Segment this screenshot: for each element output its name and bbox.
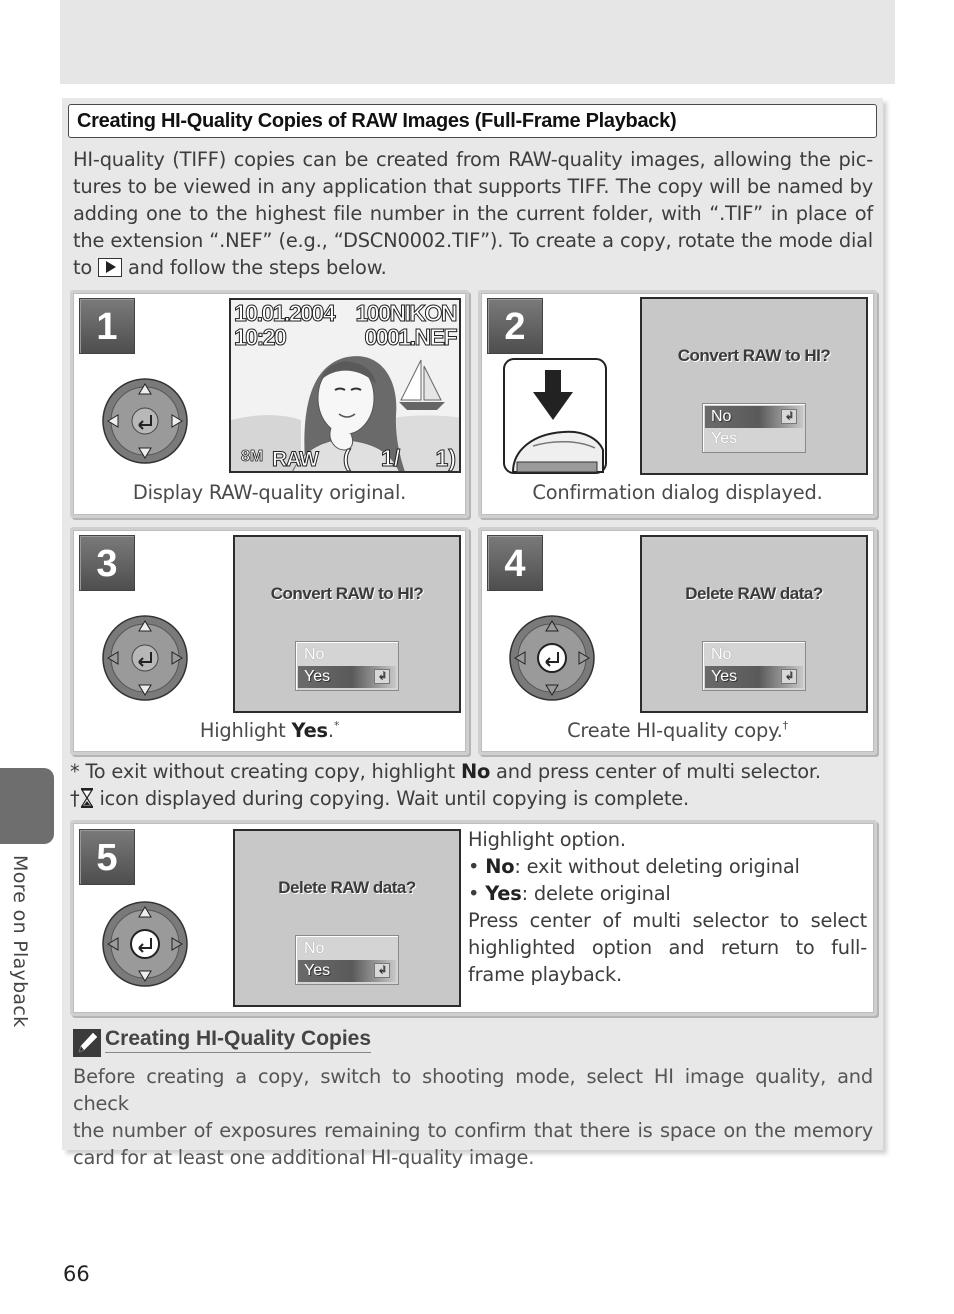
option-yes[interactable] xyxy=(298,960,396,982)
option-no[interactable] xyxy=(298,938,396,960)
option-label: No xyxy=(304,940,325,957)
caption-text: Highlight xyxy=(199,719,292,742)
instruction-line: highlighted option and return to full- xyxy=(468,936,867,959)
bullet-text: : delete original xyxy=(521,882,671,905)
intro-line: adding one to the highest file number in the current folder, with “.TIF” in place of xyxy=(73,202,873,225)
intro-text: and follow the steps below. xyxy=(128,256,387,279)
chapter-label: More on Playback xyxy=(9,855,31,1028)
lcd-filename: 0001.NEF xyxy=(364,324,456,350)
step-number: 3 xyxy=(79,535,135,591)
step-2-caption: Confirmation dialog displayed. xyxy=(532,481,823,504)
note-text: and press center of multi selector. xyxy=(490,760,821,783)
instruction-line: Highlight option. xyxy=(468,828,626,851)
page-number: 66 xyxy=(63,1262,90,1286)
lcd-frame-number: 1/ xyxy=(381,445,401,471)
multi-selector-icon xyxy=(102,901,188,987)
confirm-dialog-screen xyxy=(233,535,461,713)
enter-icon: ↲ xyxy=(781,409,797,424)
option-label: Yes xyxy=(711,668,738,685)
option-label: Yes xyxy=(304,668,331,685)
bullet-yes: • Yes: delete original xyxy=(468,882,671,905)
option-yes[interactable] xyxy=(705,666,803,688)
option-label: Yes xyxy=(711,430,738,447)
step-number: 5 xyxy=(79,829,135,885)
option-no[interactable] xyxy=(705,406,803,428)
instruction-line: Press center of multi selector to select xyxy=(468,909,867,932)
tip-paragraph xyxy=(73,1063,873,1171)
option-no[interactable] xyxy=(705,644,803,666)
note-text: † xyxy=(70,787,80,810)
confirm-dialog-screen xyxy=(640,297,868,475)
option-no[interactable] xyxy=(298,644,396,666)
option-yes[interactable] xyxy=(298,666,396,688)
intro-line: the extension “.NEF” (e.g., “DSCN0002.TIF”). To create a copy, rotate the mode dial xyxy=(73,229,873,252)
bullet-emphasis: Yes xyxy=(485,882,522,905)
bullet-text: : exit without deleting original xyxy=(514,855,800,878)
footnote-mark: † xyxy=(782,719,788,732)
note-text: icon displayed during copying. Wait until copying is complete. xyxy=(93,787,689,810)
dialog-options xyxy=(702,403,806,453)
tip-line: the number of exposures remaining to confirm that there is space on the memory xyxy=(73,1119,873,1142)
option-label: No xyxy=(304,646,325,663)
enter-icon: ↲ xyxy=(781,669,797,684)
step-number: 1 xyxy=(79,298,135,354)
tip-line: Before creating a copy, switch to shooting mode, select HI image quality, and check xyxy=(73,1065,873,1115)
dialog-options xyxy=(702,641,806,691)
lcd-date: 10.01.2004 xyxy=(234,300,335,326)
intro-line: tures to be viewed in any application that supports TIFF. The copy will be named by xyxy=(73,175,873,198)
dialog-title: Convert RAW to HI? xyxy=(270,584,424,603)
caption-text: Create HI-quality copy. xyxy=(567,719,783,742)
bullet-no: • No: exit without deleting original xyxy=(468,855,800,878)
note-emphasis: No xyxy=(460,760,491,783)
lcd-total-value: 1 xyxy=(435,445,449,471)
option-label: No xyxy=(711,408,732,425)
dialog-title: Delete RAW data? xyxy=(278,878,416,897)
section-title: Creating HI-Quality Copies of RAW Images (Full-Frame Playback) xyxy=(77,110,677,132)
delete-dialog-screen xyxy=(640,535,868,713)
dialog-title: Delete RAW data? xyxy=(685,584,823,603)
instruction-line: frame playback. xyxy=(468,963,622,986)
note-text: * To exit without creating copy, highlight xyxy=(70,760,461,783)
lcd-folder: 100NIKON xyxy=(355,300,456,326)
lcd-frame-counter: ( xyxy=(343,445,351,471)
step-4-caption xyxy=(478,719,877,742)
header-band xyxy=(60,0,895,84)
dialog-options xyxy=(295,641,399,691)
option-label: Yes xyxy=(304,962,331,979)
multi-selector-icon xyxy=(102,378,188,464)
intro-line: HI-quality (TIFF) copies can be created from RAW-quality images, allowing the pic- xyxy=(73,148,873,171)
intro-line xyxy=(73,254,873,281)
enter-icon: ↲ xyxy=(374,669,390,684)
intro-text: to xyxy=(73,256,93,279)
lcd-preview xyxy=(229,298,461,473)
shutter-press-icon xyxy=(503,358,607,474)
delete-dialog-screen xyxy=(233,829,461,1007)
multi-selector-icon xyxy=(509,615,595,701)
footnote-2 xyxy=(70,785,821,812)
chapter-tab xyxy=(0,768,54,844)
footnotes xyxy=(70,758,821,812)
step-5-instructions xyxy=(468,826,867,988)
caption-emphasis: Yes xyxy=(291,719,328,742)
tip-line: card for at least one additional HI-quality image. xyxy=(73,1146,535,1169)
footnote-1 xyxy=(70,758,821,785)
enter-icon: ↲ xyxy=(374,963,390,978)
pencil-icon xyxy=(73,1029,101,1057)
option-label: No xyxy=(711,646,732,663)
option-yes[interactable] xyxy=(705,428,803,450)
play-mode-icon xyxy=(98,258,122,277)
intro-paragraph xyxy=(73,146,873,281)
tip-title: Creating HI-Quality Copies xyxy=(105,1027,371,1053)
hourglass-icon xyxy=(81,788,93,808)
lcd-quality: RAW xyxy=(272,448,318,471)
dialog-options xyxy=(295,935,399,985)
bullet-emphasis: No xyxy=(485,855,515,878)
dialog-title: Convert RAW to HI? xyxy=(677,346,831,365)
footnote-mark: * xyxy=(333,719,340,732)
step-number: 4 xyxy=(487,535,543,591)
step-3-caption xyxy=(70,719,469,742)
section-title-box xyxy=(68,104,877,138)
lcd-image-size: 8M xyxy=(241,448,264,465)
step-1-caption: Display RAW-quality original. xyxy=(132,481,407,504)
lcd-frame-total: 1) xyxy=(435,445,456,471)
step-number: 2 xyxy=(487,298,543,354)
caption-text: . xyxy=(327,719,334,742)
lcd-time: 10:20 xyxy=(234,324,286,350)
multi-selector-icon xyxy=(102,615,188,701)
